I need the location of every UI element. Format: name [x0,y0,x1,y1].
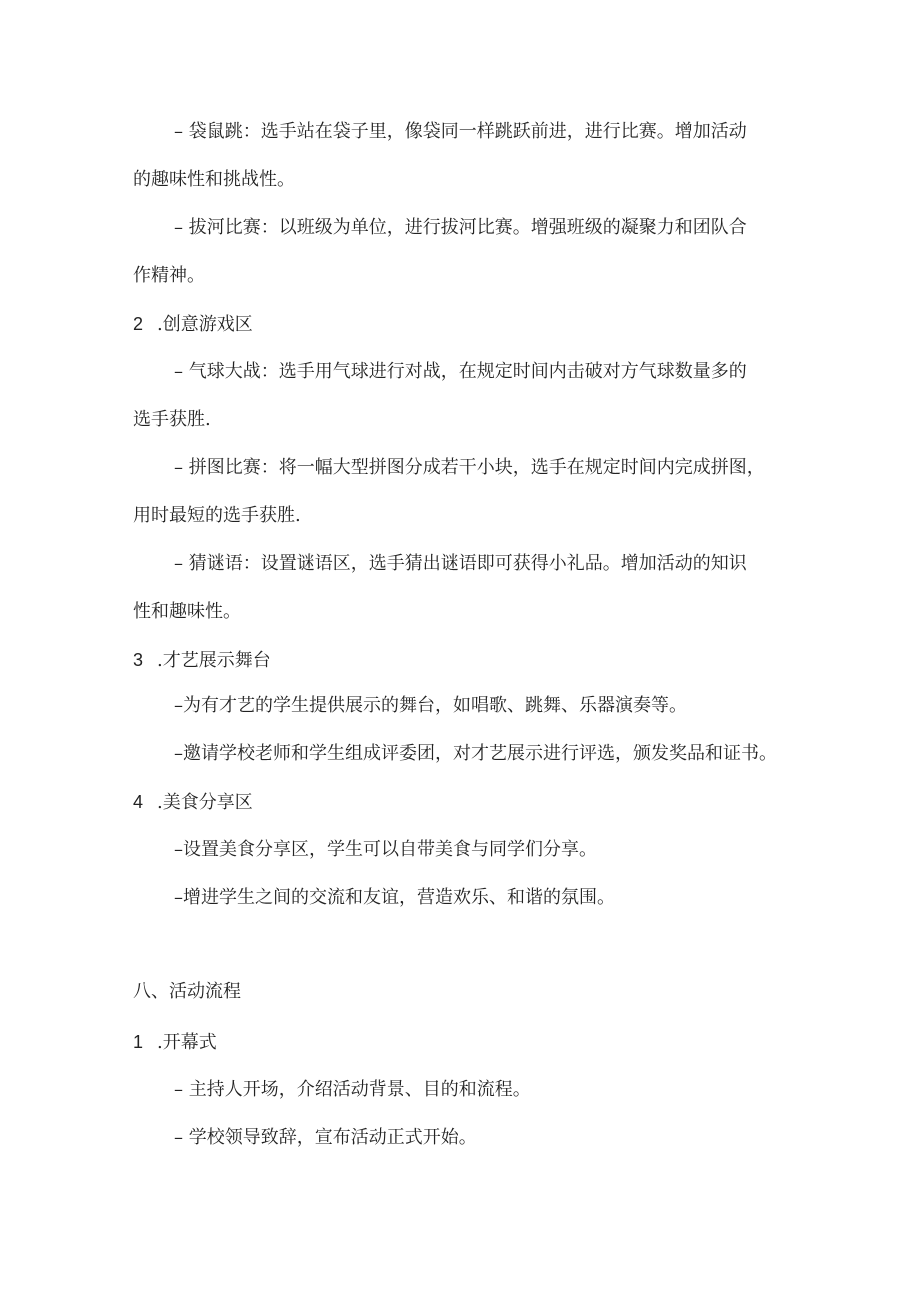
section-heading-food-sharing [133,790,253,815]
section-title: .创意游戏区 [157,314,253,335]
section-heading-talent-stage [133,648,271,673]
paragraph-kangaroo-line2: 的趣味性和挑战性。 [133,169,295,190]
section-heading-creative-games [133,312,253,337]
section-number: 2 [133,314,144,334]
chapter-heading: 八、活动流程 [133,981,241,1002]
section-title: .开幕式 [157,1032,217,1053]
paragraph-puzzle-line2: 用时最短的选手获胜. [133,505,301,526]
paragraph-talent-item1: –为有才艺的学生提供展示的舞台，如唱歌、跳舞、乐器演奏等。 [174,695,687,716]
section-number: 4 [133,792,144,812]
paragraph-food-item1: –设置美食分享区，学生可以自带美食与同学们分享。 [174,839,597,860]
paragraph-opening-item2: – 学校领导致辞，宣布活动正式开始。 [174,1127,477,1148]
section-title: .才艺展示舞台 [157,650,271,671]
paragraph-balloon-line2: 选手获胜. [133,409,211,430]
section-heading-opening [133,1030,217,1055]
section-title: .美食分享区 [157,792,253,813]
paragraph-tug-of-war-line1: – 拔河比赛：以班级为单位，进行拔河比赛。增强班级的凝聚力和团队合 [174,217,747,238]
paragraph-kangaroo-line1: – 袋鼠跳：选手站在袋子里，像袋同一样跳跃前进，进行比赛。增加活动 [174,121,747,142]
paragraph-riddle-line1: – 猜谜语：设置谜语区，选手猜出谜语即可获得小礼品。增加活动的知识 [174,553,747,574]
paragraph-puzzle-line1: – 拼图比赛：将一幅大型拼图分成若干小块，选手在规定时间内完成拼图， [174,457,765,478]
paragraph-balloon-line1: – 气球大战：选手用气球进行对战，在规定时间内击破对方气球数量多的 [174,361,747,382]
paragraph-riddle-line2: 性和趣味性。 [133,601,241,622]
section-number: 1 [133,1032,144,1052]
paragraph-talent-item2: –邀请学校老师和学生组成评委团，对才艺展示进行评选，颁发奖品和证书。 [174,743,777,764]
paragraph-opening-item1: – 主持人开场，介绍活动背景、目的和流程。 [174,1079,531,1100]
paragraph-tug-of-war-line2: 作精神。 [133,265,205,286]
section-number: 3 [133,650,144,670]
paragraph-food-item2: –增进学生之间的交流和友谊，营造欢乐、和谐的氛围。 [174,887,615,908]
